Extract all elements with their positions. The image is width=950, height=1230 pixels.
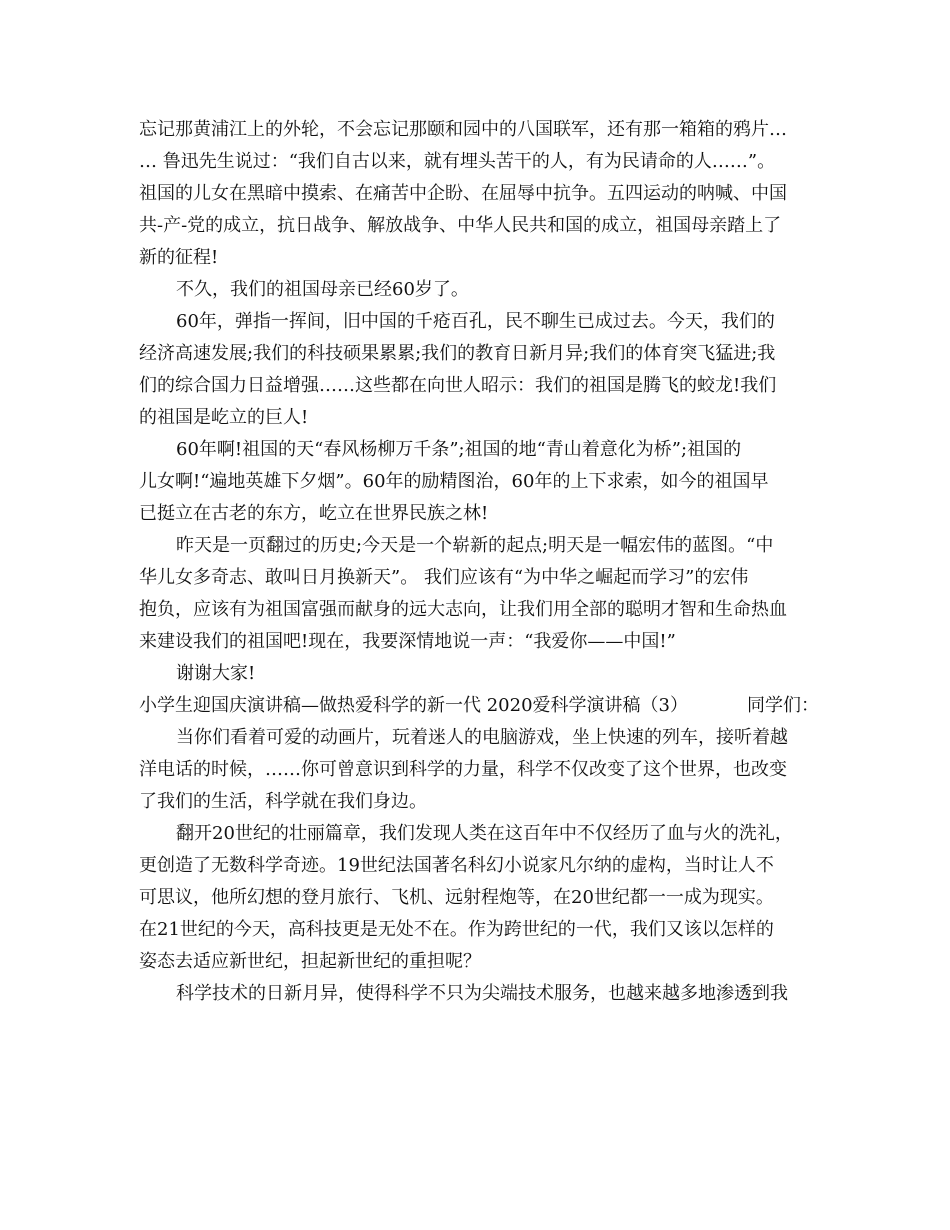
text-line: 科学技术的日新月异，使得科学不只为尖端技术服务，也越来越多地渗透到我	[176, 983, 788, 1004]
section-title: 小学生迎国庆演讲稿—做热爱科学的新一代 2020爱科学演讲稿（3）	[139, 695, 688, 716]
text-line: 新的征程!	[139, 247, 219, 268]
text-line: 儿女啊!“遍地英雄下夕烟”。60年的励精图治，60年的上下求索，如今的祖国早	[139, 471, 769, 492]
text-line: 来建设我们的祖国吧!现在，我要深情地说一声：“我爱你——中国!”	[139, 631, 676, 652]
text-line: 更创造了无数科学奇迹。19世纪法国著名科幻小说家凡尔纳的虚构，当时让人不	[139, 855, 774, 876]
text-line: … 鲁迅先生说过：“我们自古以来，就有埋头苦干的人，有为民请命的人……”。	[139, 151, 776, 172]
text-line: 不久，我们的祖国母亲已经60岁了。	[176, 279, 469, 300]
text-line: 翻开20世纪的壮丽篇章，我们发现人类在这百年中不仅经历了血与火的洗礼，	[176, 823, 793, 844]
text-line: 的祖国是屹立的巨人!	[139, 407, 309, 428]
text-line: 洋电话的时候，……你可曾意识到科学的力量，科学不仅改变了这个世界，也改变	[139, 759, 787, 780]
text-line: 当你们看着可爱的动画片，玩着迷人的电脑游戏，坐上快速的列车，接听着越	[176, 727, 788, 748]
section-heading	[139, 690, 819, 722]
text-line: 60年，弹指一挥间，旧中国的千疮百孔，民不聊生已成过去。今天，我们的	[176, 311, 775, 332]
text-line: 可思议，他所幻想的登月旅行、飞机、远射程炮等，在20世纪都一一成为现实。	[139, 887, 774, 908]
text-line: 60年啊!祖国的天“春风杨柳万千条”;祖国的地“青山着意化为桥”;祖国的	[176, 439, 742, 460]
text-line: 谢谢大家!	[176, 663, 256, 684]
text-line: 了我们的生活，科学就在我们身边。	[139, 791, 427, 812]
text-line: 抱负，应该有为祖国富强而献身的远大志向，让我们用全部的聪明才智和生命热血	[139, 599, 787, 620]
document-body	[139, 114, 819, 1010]
text-line: 祖国的儿女在黑暗中摸索、在痛苦中企盼、在屈辱中抗争。五四运动的呐喊、中国	[139, 183, 787, 204]
text-line: 共-产-党的成立，抗日战争、解放战争、中华人民共和国的成立，祖国母亲踏上了	[139, 215, 782, 236]
text-line: 经济高速发展;我们的科技硕果累累;我们的教育日新月异;我们的体育突飞猛进;我	[139, 343, 776, 364]
greeting: 同学们：	[747, 695, 819, 716]
text-line: 姿态去适应新世纪，担起新世纪的重担呢？	[139, 951, 481, 972]
text-line: 们的综合国力日益增强……这些都在向世人昭示：我们的祖国是腾飞的蛟龙!我们	[139, 375, 777, 396]
text-line: 昨天是一页翻过的历史;今天是一个崭新的起点;明天是一幅宏伟的蓝图。“中	[176, 535, 774, 556]
text-line: 在21世纪的今天，高科技更是无处不在。作为跨世纪的一代，我们又该以怎样的	[139, 919, 774, 940]
text-line: 忘记那黄浦江上的外轮，不会忘记那颐和园中的八国联军，还有那一箱箱的鸦片…	[139, 119, 787, 140]
text-line: 已挺立在古老的东方，屹立在世界民族之林!	[139, 503, 489, 524]
text-line: 华儿女多奇志、敢叫日月换新天”。 我们应该有“为中华之崛起而学习”的宏伟	[139, 567, 749, 588]
